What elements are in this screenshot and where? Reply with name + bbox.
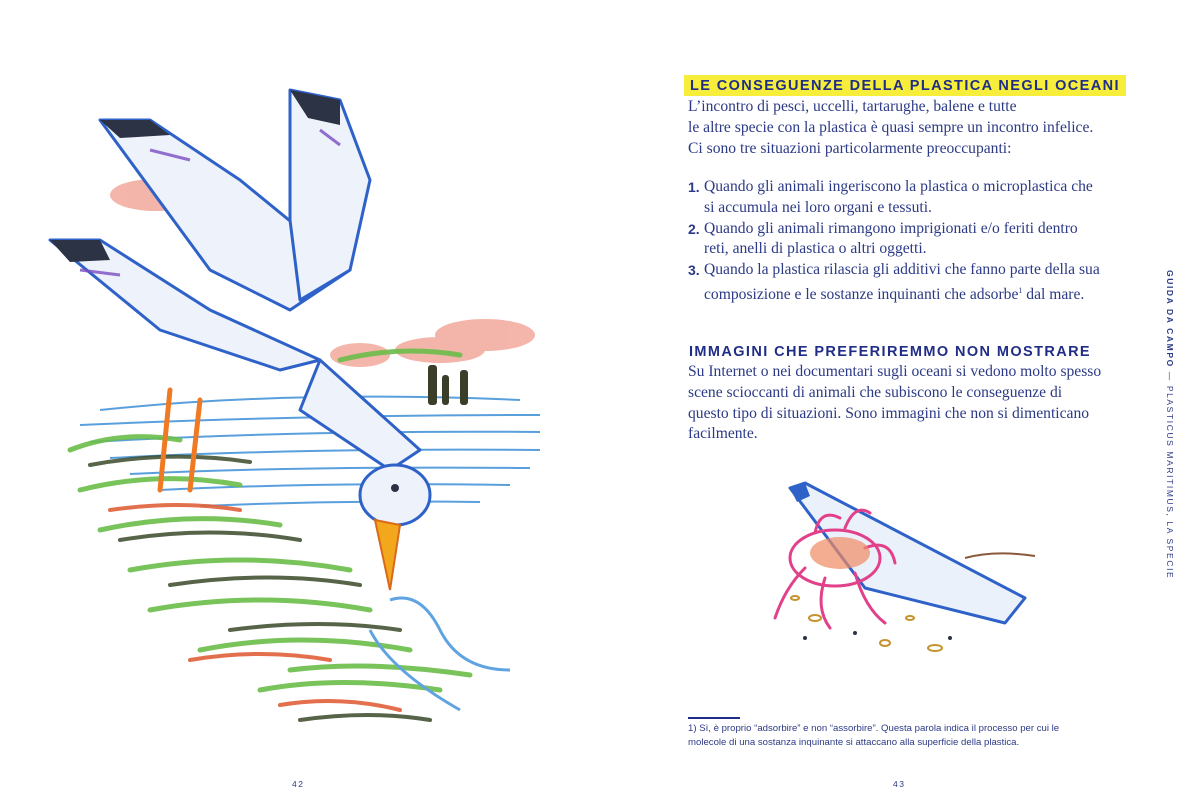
- paragraph-line: questo tipo di situazioni. Sono immagini che non si dimenticano: [688, 404, 1090, 422]
- footnote: [688, 722, 1108, 749]
- numbered-list: [688, 177, 1118, 306]
- list-number: 3.: [688, 262, 700, 279]
- running-head-subtitle: — PLASTICUS MARITIMUS, LA SPECIE: [1165, 367, 1175, 580]
- list-number: 1.: [688, 179, 700, 195]
- hermit-crab-bottle-illustration: [745, 478, 1045, 678]
- paragraph-line: scene scioccanti di animali che subiscono le conseguenze di: [688, 383, 1063, 401]
- footnote-divider: [688, 717, 740, 719]
- list-item-line: Quando la plastica rilascia gli additivi che fanno parte della sua: [704, 261, 1100, 279]
- footnote-line: 1) Sì, è proprio “adsorbire” e non “assorbire”. Questa parola indica il processo per cui le: [688, 723, 1060, 734]
- list-item-line: [704, 281, 1118, 306]
- list-item: [688, 219, 1118, 261]
- list-number: 2.: [688, 220, 700, 237]
- paragraph-line: le altre specie con la plastica è quasi sempre un incontro infelice.: [688, 118, 1094, 136]
- paragraph-line: L’incontro di pesci, uccelli, tartarughe, balene e tutte: [688, 98, 1017, 115]
- paragraph-line: Su Internet o nei documentari sugli oceani si vedono molto spesso: [688, 363, 1102, 380]
- list-item: [688, 260, 1118, 306]
- list-item-line: si accumula nei loro organi e tessuti.: [704, 198, 932, 216]
- footnote-line: molecole di una sostanza inquinante si attaccano alla superficie della plastica.: [688, 736, 1020, 748]
- section2-paragraph: [688, 362, 1118, 445]
- page-number-left: 42: [292, 779, 305, 789]
- list-item-line: Quando gli animali ingeriscono la plastica o microplastica che: [704, 178, 1093, 195]
- list-item-line: Quando gli animali rimangono imprigionati e/o feriti dentro: [704, 219, 1078, 237]
- list-item: [688, 177, 1118, 219]
- list-item-line: reti, anelli di plastica o altri oggetti.: [704, 240, 927, 258]
- running-head: [1161, 270, 1175, 580]
- page-number-right: 43: [893, 779, 906, 789]
- section-heading-highlighted: LE CONSEGUENZE DELLA PLASTICA NEGLI OCEANI: [684, 75, 1126, 96]
- paragraph-line: facilmente.: [688, 425, 758, 443]
- list-item-text: dal mare.: [1022, 286, 1085, 304]
- paragraph-line: Ci sono tre situazioni particolarmente preoccupanti:: [688, 139, 1012, 157]
- section-heading: IMMAGINI CHE PREFERIREMMO NON MOSTRARE: [689, 344, 1092, 360]
- footnote-reference: 1: [1018, 285, 1023, 295]
- list-item-text: composizione e le sostanze inquinanti che adsorbe: [704, 286, 1019, 304]
- running-head-title: GUIDA DA CAMPO: [1165, 270, 1175, 368]
- seagull-illustration: [40, 70, 580, 760]
- intro-paragraph: [688, 97, 1108, 159]
